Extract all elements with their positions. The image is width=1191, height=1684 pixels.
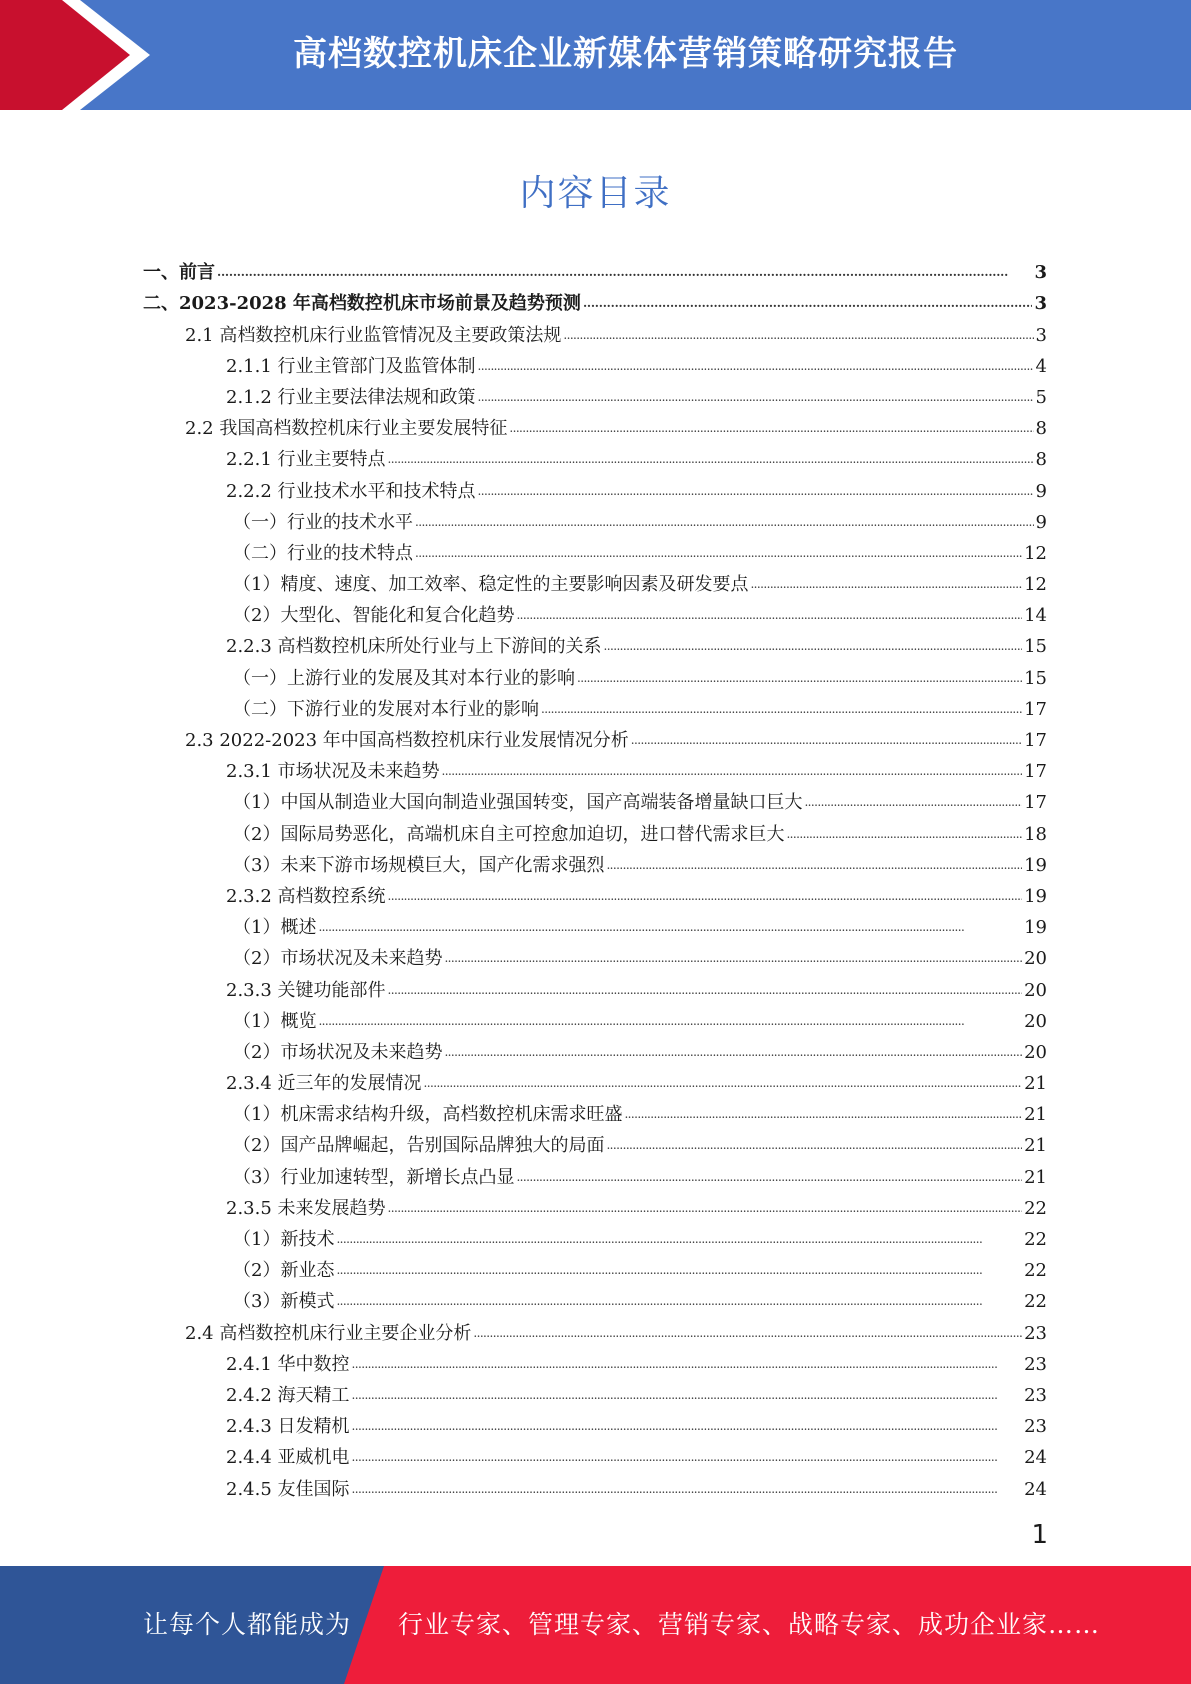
- toc-leader-dots: [516, 1167, 1022, 1189]
- toc-entry[interactable]: [143, 378, 1047, 409]
- toc-entry[interactable]: [143, 1251, 1047, 1282]
- toc-entry-title: 2.1 高档数控机床行业监管情况及主要政策法规: [185, 324, 562, 346]
- toc-entry-title: 2.2.3 高档数控机床所处行业与上下游间的关系: [226, 636, 602, 658]
- toc-entry-page: 9: [1035, 511, 1047, 533]
- toc-entry-title: （2）国产品牌崛起，告别国际品牌独大的局面: [233, 1135, 605, 1157]
- toc-entry-page: 3: [1034, 262, 1047, 284]
- toc-entry[interactable]: [143, 752, 1047, 783]
- toc-entry-page: 24: [1024, 1478, 1047, 1500]
- toc-entry-page: 17: [1024, 792, 1047, 814]
- toc-leader-dots: [388, 886, 1023, 908]
- toc-entry-page: 19: [1024, 917, 1047, 939]
- header-arrow-graphic: [0, 0, 220, 110]
- toc-leader-dots: [415, 512, 1034, 534]
- toc-entry[interactable]: [143, 1376, 1047, 1407]
- toc-entry-page: 3: [1034, 293, 1047, 315]
- toc-entry-page: 17: [1024, 730, 1047, 751]
- toc-entry-page: 23: [1024, 1322, 1047, 1344]
- toc-entry[interactable]: [143, 1064, 1047, 1095]
- toc-entry[interactable]: [143, 284, 1047, 315]
- toc-entry-title: （1）概览: [233, 1010, 317, 1032]
- toc-entry[interactable]: [143, 1033, 1047, 1064]
- toc-entry[interactable]: [143, 1157, 1047, 1188]
- toc-entry-page: 12: [1024, 574, 1047, 596]
- toc-entry-title: 2.3 2022-2023 年中国高档数控机床行业发展情况分析: [185, 730, 629, 751]
- toc-entry[interactable]: [143, 690, 1047, 721]
- toc-entry-page: 15: [1024, 636, 1047, 658]
- toc-entry-page: 23: [1024, 1384, 1047, 1406]
- toc-entry[interactable]: [143, 1220, 1047, 1251]
- toc-entry[interactable]: [143, 1345, 1047, 1376]
- toc-entry[interactable]: [143, 596, 1047, 627]
- toc-leader-dots: [577, 668, 1022, 690]
- toc-leader-dots: [804, 792, 1022, 814]
- toc-leader-dots: [352, 1416, 1023, 1438]
- toc-entry[interactable]: [143, 1095, 1047, 1126]
- toc-leader-dots: [336, 1229, 1022, 1251]
- toc-leader-dots: [606, 1135, 1022, 1157]
- toc-entry-page: 8: [1035, 418, 1047, 440]
- toc-entry[interactable]: [143, 409, 1047, 440]
- toc-entry-page: 12: [1024, 542, 1047, 564]
- toc-entry-page: 3: [1035, 324, 1047, 346]
- page-footer: [0, 1566, 1191, 1684]
- toc-leader-dots: [604, 636, 1023, 658]
- toc-leader-dots: [388, 1198, 1023, 1220]
- toc-entry-title: （一）上游行业的发展及其对本行业的影响: [233, 667, 575, 689]
- toc-entry-title: 2.2.1 行业主要特点: [226, 449, 386, 471]
- toc-entry[interactable]: [143, 503, 1047, 534]
- toc-entry[interactable]: [143, 783, 1047, 814]
- toc-leader-dots: [217, 262, 1032, 284]
- toc-entry-page: 20: [1024, 979, 1047, 1001]
- toc-leader-dots: [541, 699, 1022, 721]
- toc-leader-dots: [415, 543, 1022, 565]
- toc-entry-title: 2.4.4 亚威机电: [226, 1447, 350, 1469]
- toc-entry-title: 2.4 高档数控机床行业主要企业分析: [185, 1322, 472, 1344]
- toc-leader-dots: [444, 1042, 1022, 1064]
- toc-leader-dots: [478, 481, 1034, 503]
- toc-entry[interactable]: [143, 970, 1047, 1001]
- toc-entry-page: 22: [1024, 1260, 1047, 1282]
- toc-entry[interactable]: [143, 1126, 1047, 1157]
- toc-entry-title: （1）中国从制造业大国向制造业强国转变，国产高端装备增量缺口巨大: [233, 792, 803, 814]
- footer-slogan-right: 行业专家、管理专家、营销专家、战略专家、成功企业家……: [398, 1610, 1101, 1639]
- toc-entry-page: 20: [1024, 1010, 1047, 1032]
- toc-leader-dots: [336, 1291, 1022, 1313]
- toc-entry-title: 二、2023-2028 年高档数控机床市场前景及趋势预测: [143, 293, 581, 315]
- toc-entry-page: 22: [1024, 1229, 1047, 1250]
- toc-entry-title: （3）未来下游市场规模巨大，国产化需求强烈: [233, 854, 605, 876]
- page-header: [0, 0, 1191, 110]
- toc-entry-page: 18: [1024, 823, 1047, 845]
- toc-entry-title: 2.4.5 友佳国际: [226, 1478, 350, 1500]
- toc-entry-page: 17: [1024, 761, 1047, 783]
- toc-entry-title: （1）机床需求结构升级，高档数控机床需求旺盛: [233, 1104, 623, 1126]
- toc-leader-dots: [478, 356, 1034, 378]
- toc-entry-title: （2）市场状况及未来趋势: [233, 948, 443, 970]
- toc-entry-page: 19: [1024, 885, 1047, 907]
- toc-leader-dots: [424, 1073, 1023, 1095]
- toc-entry-page: 14: [1024, 605, 1047, 627]
- toc-leader-dots: [388, 449, 1034, 471]
- toc-entry-page: 21: [1024, 1166, 1047, 1188]
- toc-leader-dots: [352, 1354, 1023, 1376]
- toc-entry-page: 21: [1024, 1073, 1047, 1095]
- page-number: 1: [1031, 1520, 1048, 1550]
- toc-leader-dots: [442, 761, 1023, 783]
- report-title: 高档数控机床企业新媒体营销策略研究报告: [293, 34, 958, 74]
- toc-entry[interactable]: [143, 1002, 1047, 1033]
- toc-entry-page: 22: [1024, 1197, 1047, 1219]
- toc-leader-dots: [336, 1260, 1022, 1282]
- toc-entry[interactable]: [143, 1469, 1047, 1500]
- toc-entry[interactable]: [143, 315, 1047, 346]
- toc-entry[interactable]: [143, 1189, 1047, 1220]
- toc-entry-title: 2.4.3 日发精机: [226, 1416, 350, 1438]
- toc-leader-dots: [516, 605, 1022, 627]
- toc-entry[interactable]: [143, 627, 1047, 658]
- toc-entry-title: （1）精度、速度、加工效率、稳定性的主要影响因素及研发要点: [233, 574, 749, 596]
- toc-entry-title: 2.3.2 高档数控系统: [226, 885, 386, 907]
- toc-leader-dots: [563, 325, 1033, 347]
- toc-entry-title: （1）新技术: [233, 1229, 335, 1250]
- toc-entry-title: （2）大型化、智能化和复合化趋势: [233, 605, 515, 627]
- toc-leader-dots: [444, 948, 1022, 970]
- toc-entry-title: 2.3.1 市场状况及未来趋势: [226, 761, 440, 783]
- toc-leader-dots: [352, 1479, 1023, 1501]
- toc-entry[interactable]: [143, 658, 1047, 689]
- toc-leader-dots: [606, 855, 1022, 877]
- toc-entry-page: 21: [1024, 1104, 1047, 1126]
- toc-entry-page: 23: [1024, 1353, 1047, 1375]
- toc-entry[interactable]: [143, 1282, 1047, 1313]
- toc-entry[interactable]: [143, 1407, 1047, 1438]
- toc-entry-page: 5: [1035, 386, 1047, 408]
- toc-leader-dots: [786, 824, 1022, 846]
- toc-entry-title: （3）行业加速转型，新增长点凸显: [233, 1166, 515, 1188]
- toc-entry-page: 19: [1024, 854, 1047, 876]
- table-of-contents: [143, 253, 1047, 1501]
- toc-entry-title: 一、前言: [143, 262, 215, 284]
- toc-entry-title: （2）市场状况及未来趋势: [233, 1041, 443, 1063]
- toc-entry-page: 8: [1035, 449, 1047, 471]
- toc-entry-title: 2.4.2 海天精工: [226, 1384, 350, 1406]
- toc-entry-title: 2.2 我国高档数控机床行业主要发展特征: [185, 418, 508, 440]
- footer-slogan-left: 让每个人都能成为: [143, 1610, 352, 1639]
- toc-entry[interactable]: [143, 253, 1047, 284]
- toc-entry[interactable]: [143, 1438, 1047, 1469]
- toc-leader-dots: [318, 917, 1022, 939]
- toc-entry[interactable]: [143, 534, 1047, 565]
- toc-entry-page: 20: [1024, 948, 1047, 970]
- toc-entry[interactable]: [143, 814, 1047, 845]
- toc-entry[interactable]: [143, 939, 1047, 970]
- toc-entry-title: 2.3.5 未来发展趋势: [226, 1197, 386, 1219]
- toc-entry-page: 20: [1024, 1041, 1047, 1063]
- toc-leader-dots: [631, 730, 1022, 752]
- toc-entry-page: 22: [1024, 1291, 1047, 1313]
- toc-entry-title: （3）新模式: [233, 1291, 335, 1313]
- toc-entry-title: （1）概述: [233, 917, 317, 939]
- toc-leader-dots: [478, 387, 1034, 409]
- toc-leader-dots: [352, 1447, 1023, 1469]
- toc-entry-title: （二）下游行业的发展对本行业的影响: [233, 698, 539, 720]
- toc-entry[interactable]: [143, 721, 1047, 752]
- toc-entry-title: 2.4.1 华中数控: [226, 1353, 350, 1375]
- toc-entry-page: 4: [1035, 355, 1047, 377]
- toc-entry-title: 2.1.1 行业主管部门及监管体制: [226, 355, 476, 377]
- toc-entry-page: 21: [1024, 1135, 1047, 1157]
- toc-leader-dots: [583, 293, 1033, 315]
- toc-entry-page: 15: [1024, 667, 1047, 689]
- toc-entry[interactable]: [143, 908, 1047, 939]
- toc-heading: 内容目录: [519, 173, 672, 214]
- toc-entry-page: 24: [1024, 1447, 1047, 1469]
- toc-entry[interactable]: [143, 347, 1047, 378]
- toc-entry[interactable]: [143, 471, 1047, 502]
- toc-entry[interactable]: [143, 846, 1047, 877]
- toc-entry-title: （2）国际局势恶化，高端机床自主可控愈加迫切，进口替代需求巨大: [233, 823, 785, 845]
- toc-leader-dots: [388, 980, 1023, 1002]
- toc-leader-dots: [318, 1011, 1022, 1033]
- toc-entry[interactable]: [143, 440, 1047, 471]
- toc-leader-dots: [624, 1104, 1022, 1126]
- toc-entry-page: 9: [1035, 480, 1047, 502]
- toc-entry-title: 2.3.4 近三年的发展情况: [226, 1073, 422, 1095]
- toc-entry-title: （2）新业态: [233, 1260, 335, 1282]
- toc-leader-dots: [509, 418, 1033, 440]
- toc-entry-title: 2.2.2 行业技术水平和技术特点: [226, 480, 476, 502]
- toc-entry-page: 17: [1024, 698, 1047, 720]
- toc-entry-title: 2.1.2 行业主要法律法规和政策: [226, 386, 476, 408]
- toc-leader-dots: [750, 574, 1022, 596]
- toc-entry[interactable]: [143, 1313, 1047, 1344]
- toc-entry[interactable]: [143, 565, 1047, 596]
- toc-entry-page: 23: [1024, 1416, 1047, 1438]
- toc-entry[interactable]: [143, 877, 1047, 908]
- toc-entry-title: （一）行业的技术水平: [233, 511, 413, 533]
- toc-entry-title: 2.3.3 关键功能部件: [226, 979, 386, 1001]
- toc-entry-title: （二）行业的技术特点: [233, 542, 413, 564]
- toc-leader-dots: [352, 1385, 1023, 1407]
- toc-leader-dots: [473, 1323, 1022, 1345]
